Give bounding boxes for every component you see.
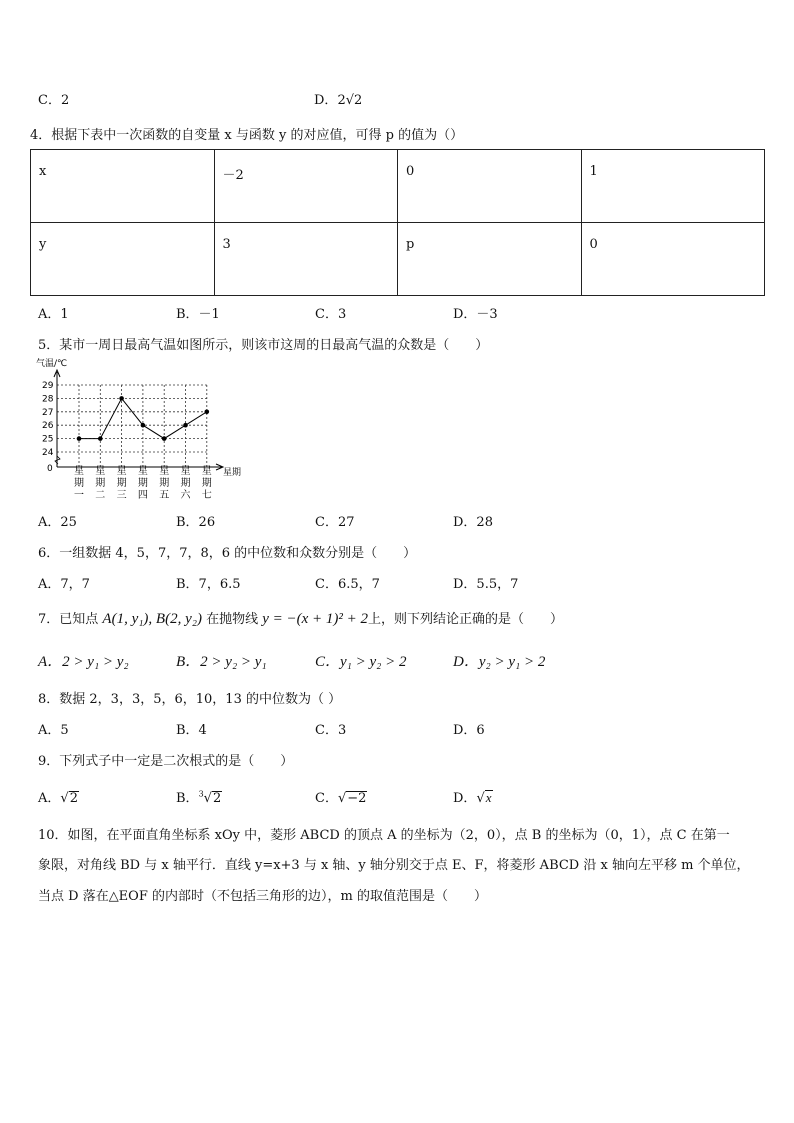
q7-option-d: D．y₂ > y₁ > 2	[453, 654, 546, 670]
x-axis-label: 星期	[223, 468, 242, 478]
q9-option-b: B．$^3$√2	[176, 789, 222, 806]
x-tick-label: 星	[74, 466, 84, 477]
x-tick-label: 期	[180, 478, 191, 489]
q3-option-d	[314, 89, 362, 108]
q7-suffix: 上，则下列结论正确的是（ ）	[368, 612, 564, 627]
data-point	[141, 423, 146, 428]
x-tick-label: 六	[180, 490, 191, 501]
q8-question: 8．数据 2，3，3，5，6，10，13 的中位数为（ ）	[38, 692, 342, 707]
radicand: x	[485, 790, 492, 805]
data-point	[77, 436, 82, 441]
table-cell: －2	[214, 150, 398, 223]
q7-mid: 在抛物线	[201, 612, 263, 627]
x-tick-label: 期	[159, 478, 170, 489]
q9-option-d: D．√x	[453, 790, 492, 806]
option-label: B．	[176, 791, 199, 806]
table-cell: y	[31, 223, 215, 296]
q10-line-2: 象限，对角线 BD 与 x 轴平行．直线 y=x+3 与 x 轴、y 轴分别交于点 E、F，将菱形 ABCD 沿 x 轴向左平移 m 个单位，	[38, 858, 750, 873]
x-tick-label: 七	[201, 490, 212, 501]
table-cell: 3	[214, 223, 398, 296]
q6-option-a: A．7，7	[38, 577, 90, 592]
axis-break	[55, 456, 60, 464]
x-tick-label: 星	[137, 466, 148, 477]
q7-option-c: C．y₁ > y₂ > 2	[315, 654, 407, 670]
q5-option-a: A．25	[38, 515, 77, 530]
x-tick-label: 星	[201, 466, 212, 477]
table-cell: x	[31, 150, 215, 223]
radicand: 2	[69, 791, 78, 806]
data-point	[98, 436, 103, 441]
radicand: 2	[212, 791, 222, 806]
q10-line-1: 10．如图，在平面直角坐标系 xOy 中，菱形 ABCD 的顶点 A 的坐标为（2，0），点 B 的坐标为（0，1），点 C 在第一	[38, 828, 730, 843]
y-tick-label: 26	[42, 421, 54, 432]
q4-option-a: A．1	[38, 307, 69, 322]
option-label: C．	[315, 791, 338, 806]
q9-question: 9．下列式子中一定是二次根式的是（ ）	[38, 754, 294, 769]
x-tick-label: 期	[74, 478, 84, 489]
table-cell: 1	[581, 150, 765, 223]
y-tick-label: 24	[42, 448, 54, 458]
q4-option-c: C．3	[315, 307, 347, 322]
x-tick-label: 期	[95, 478, 106, 489]
data-point	[119, 396, 124, 401]
y-tick-label: 27	[42, 407, 54, 418]
q8-option-b: B．4	[176, 723, 207, 738]
option-label: A．	[38, 791, 61, 806]
q4-option-d: D．－3	[453, 307, 498, 322]
table-row	[31, 223, 765, 296]
q8-option-a: A．5	[38, 723, 69, 738]
q10-line-3: 当点 D 落在△EOF 的内部时（不包括三角形的边），m 的取值范围是（ ）	[38, 889, 487, 904]
y-tick-label: 0	[47, 464, 53, 474]
x-tick-label: 三	[116, 490, 127, 501]
y-axis-arrow	[54, 370, 60, 377]
q5-option-d: D．28	[453, 515, 493, 530]
x-tick-label: 星	[180, 466, 191, 477]
q9-option-a: A．√2	[38, 791, 78, 806]
x-tick-label: 四	[137, 490, 148, 501]
data-point	[205, 410, 210, 415]
q7-option-b: B．2 > y₂ > y₁	[176, 654, 267, 670]
y-tick-label: 25	[42, 434, 54, 445]
radicand: −2	[347, 791, 367, 806]
q7-formula: y = −(x + 1)² + 2	[262, 611, 369, 627]
q3-option-d-value: 2√2	[337, 93, 363, 108]
q3-option-d-label: D．	[314, 93, 338, 108]
q6-option-c: C．6.5，7	[315, 577, 380, 592]
q6-option-b: B．7，6.5	[176, 577, 241, 592]
y-tick-label: 28	[42, 394, 54, 405]
table-cell: 0	[581, 223, 765, 296]
root-index: 3	[198, 789, 204, 799]
q6-option-d: D．5.5，7	[453, 577, 519, 592]
data-point	[183, 423, 188, 428]
x-tick-label: 五	[159, 490, 170, 501]
q5-option-b: B．26	[176, 515, 216, 530]
q6-question: 6．一组数据 4，5，7，7，8，6 的中位数和众数分别是（ ）	[38, 546, 417, 561]
q5-question: 5．某市一周日最高气温如图所示，则该市这周的日最高气温的众数是（ ）	[38, 338, 489, 353]
x-tick-label: 星	[116, 466, 127, 477]
q7-points: A(1, y₁), B(2, y₂)	[102, 611, 202, 627]
q4-table	[30, 149, 765, 296]
x-tick-label: 期	[201, 478, 212, 489]
data-point	[162, 436, 167, 441]
q7-option-a: A．2 > y₁ > y₂	[38, 654, 129, 670]
x-tick-label: 二	[95, 490, 106, 501]
q9-option-c: C．√−2	[315, 791, 367, 806]
q7-prefix: 7．已知点	[38, 612, 103, 627]
q7-question	[38, 608, 563, 628]
table-cell: 0	[398, 150, 582, 223]
y-tick-label: 29	[42, 381, 54, 391]
q5-option-c: C．27	[315, 515, 355, 530]
x-tick-label: 期	[116, 478, 127, 489]
x-tick-label: 星	[159, 466, 170, 477]
y-axis-label: 气温/℃	[36, 359, 68, 369]
table-cell: p	[398, 223, 582, 296]
x-axis-arrow	[216, 464, 223, 470]
x-tick-label: 星	[95, 466, 106, 477]
option-label: D．	[453, 791, 477, 806]
x-tick-label: 期	[137, 478, 148, 489]
table-row	[31, 150, 765, 223]
x-tick-label: 一	[74, 490, 84, 501]
q4-option-b: B．－1	[176, 307, 220, 322]
series-line	[79, 398, 207, 438]
q4-question: 4．根据下表中一次函数的自变量 x 与函数 y 的对应值，可得 p 的值为（）	[30, 128, 464, 143]
q3-option-c: C．2	[38, 93, 70, 108]
q8-option-d: D．6	[453, 723, 485, 738]
q8-option-c: C．3	[315, 723, 347, 738]
